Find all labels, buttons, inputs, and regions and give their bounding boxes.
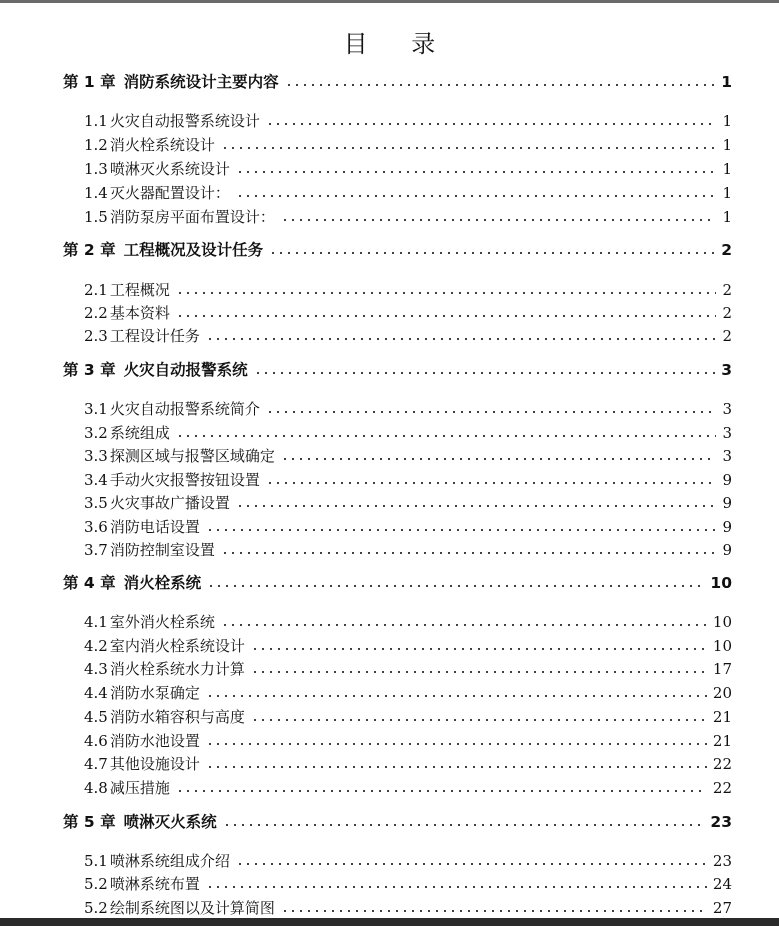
section-title: 消火栓系统设计 bbox=[109, 136, 215, 154]
dot-leader bbox=[206, 742, 707, 746]
chapter-number: 第 5 章 bbox=[63, 813, 116, 831]
section-title: 室内消火栓系统设计 bbox=[109, 637, 245, 655]
section-page-number: 20 bbox=[712, 684, 732, 702]
section-page-number: 27 bbox=[712, 899, 732, 917]
toc-chapter-entry[interactable] bbox=[63, 71, 732, 93]
section-number: 2.2 bbox=[84, 304, 108, 322]
chapter-title: 喷淋灭火系统 bbox=[123, 813, 217, 831]
section-page-number: 21 bbox=[712, 708, 732, 726]
chapter-page-number: 2 bbox=[721, 241, 732, 259]
section-title: 手动火灾报警按钮设置 bbox=[109, 471, 260, 489]
section-number: 4.7 bbox=[84, 755, 108, 773]
toc-section-entry[interactable] bbox=[84, 706, 732, 728]
section-page-number: 3 bbox=[722, 400, 732, 418]
section-page-number: 2 bbox=[722, 304, 732, 322]
section-number: 1.1 bbox=[84, 112, 108, 130]
dot-leader bbox=[281, 909, 707, 913]
toc-section-entry[interactable] bbox=[84, 158, 732, 180]
toc-section-entry[interactable] bbox=[84, 302, 732, 324]
toc-chapter-entry[interactable] bbox=[63, 572, 732, 594]
section-page-number: 9 bbox=[722, 541, 732, 559]
section-number: 1.2 bbox=[84, 136, 108, 154]
section-page-number: 23 bbox=[712, 852, 732, 870]
section-title: 减压措施 bbox=[109, 779, 170, 797]
chapter-page-number: 10 bbox=[710, 574, 732, 592]
dot-leader bbox=[176, 314, 717, 318]
toc-section-entry[interactable] bbox=[84, 134, 732, 156]
section-title: 灭火器配置设计： bbox=[109, 184, 230, 202]
dot-leader bbox=[254, 371, 716, 375]
section-title: 其他设施设计 bbox=[109, 755, 200, 773]
toc-section-entry[interactable] bbox=[84, 469, 732, 491]
section-number: 5.2 bbox=[84, 899, 108, 917]
toc-section-entry[interactable] bbox=[84, 777, 732, 799]
section-title: 绘制系统图以及计算简图 bbox=[109, 899, 275, 917]
chapter-title: 工程概况及设计任务 bbox=[123, 241, 264, 259]
section-number: 4.8 bbox=[84, 779, 108, 797]
section-title: 工程设计任务 bbox=[109, 327, 200, 345]
section-title: 系统组成 bbox=[109, 424, 170, 442]
dot-leader bbox=[206, 337, 717, 341]
section-title: 探测区域与报警区域确定 bbox=[109, 447, 275, 465]
dot-leader bbox=[206, 694, 707, 698]
dot-leader bbox=[285, 83, 716, 87]
dot-leader bbox=[281, 218, 717, 222]
dot-leader bbox=[221, 623, 707, 627]
dot-leader bbox=[236, 170, 717, 174]
section-number: 1.4 bbox=[84, 184, 108, 202]
section-page-number: 22 bbox=[712, 755, 732, 773]
section-number: 4.1 bbox=[84, 613, 108, 631]
dot-leader bbox=[223, 823, 705, 827]
toc-section-entry[interactable] bbox=[84, 325, 732, 347]
section-title: 消防水池设置 bbox=[109, 732, 200, 750]
section-number: 1.5 bbox=[84, 208, 108, 226]
toc-chapter-entry[interactable] bbox=[63, 359, 732, 381]
section-page-number: 21 bbox=[712, 732, 732, 750]
section-page-number: 10 bbox=[712, 637, 732, 655]
toc-section-entry[interactable] bbox=[84, 850, 732, 872]
toc-section-entry[interactable] bbox=[84, 445, 732, 467]
section-page-number: 9 bbox=[722, 518, 732, 536]
dot-leader bbox=[221, 551, 717, 555]
dot-leader bbox=[176, 789, 707, 793]
section-title: 消防泵房平面布置设计： bbox=[109, 208, 275, 226]
section-page-number: 9 bbox=[722, 494, 732, 512]
section-number: 5.1 bbox=[84, 852, 108, 870]
dot-leader bbox=[266, 481, 717, 485]
toc-section-entry[interactable] bbox=[84, 492, 732, 514]
toc-section-entry[interactable] bbox=[84, 873, 732, 895]
chapter-title: 消防系统设计主要内容 bbox=[123, 73, 279, 91]
section-number: 2.3 bbox=[84, 327, 108, 345]
section-number: 3.6 bbox=[84, 518, 108, 536]
section-title: 消防电话设置 bbox=[109, 518, 200, 536]
dot-leader bbox=[269, 251, 715, 255]
toc-chapter-entry[interactable] bbox=[63, 811, 732, 833]
section-number: 4.2 bbox=[84, 637, 108, 655]
dot-leader bbox=[176, 434, 717, 438]
section-page-number: 2 bbox=[722, 281, 732, 299]
section-number: 2.1 bbox=[84, 281, 108, 299]
chapter-page-number: 1 bbox=[721, 73, 732, 91]
section-title: 工程概况 bbox=[109, 281, 170, 299]
section-page-number: 1 bbox=[722, 112, 732, 130]
section-number: 3.7 bbox=[84, 541, 108, 559]
section-title: 消防控制室设置 bbox=[109, 541, 215, 559]
section-title: 室外消火栓系统 bbox=[109, 613, 215, 631]
page-title: 目 录 bbox=[343, 30, 454, 58]
section-title: 基本资料 bbox=[109, 304, 170, 322]
section-title: 火灾事故广播设置 bbox=[109, 494, 230, 512]
section-title: 喷淋系统布置 bbox=[109, 875, 200, 893]
chapter-number: 第 4 章 bbox=[63, 574, 116, 592]
section-number: 3.4 bbox=[84, 471, 108, 489]
dot-leader bbox=[266, 122, 717, 126]
dot-leader bbox=[221, 146, 717, 150]
toc-section-entry[interactable] bbox=[84, 730, 732, 752]
section-page-number: 1 bbox=[722, 184, 732, 202]
section-number: 3.2 bbox=[84, 424, 108, 442]
dot-leader bbox=[206, 885, 707, 889]
toc-section-entry[interactable] bbox=[84, 897, 732, 919]
toc-section-entry[interactable] bbox=[84, 539, 732, 561]
toc-section-entry[interactable] bbox=[84, 682, 732, 704]
section-number: 5.2 bbox=[84, 875, 108, 893]
toc-section-entry[interactable] bbox=[84, 658, 732, 680]
dot-leader bbox=[207, 584, 704, 588]
section-page-number: 1 bbox=[722, 208, 732, 226]
dot-leader bbox=[236, 194, 717, 198]
section-number: 1.3 bbox=[84, 160, 108, 178]
section-number: 3.3 bbox=[84, 447, 108, 465]
section-title: 喷淋系统组成介绍 bbox=[109, 852, 230, 870]
section-page-number: 3 bbox=[722, 447, 732, 465]
chapter-title: 火灾自动报警系统 bbox=[123, 361, 248, 379]
section-page-number: 22 bbox=[712, 779, 732, 797]
section-page-number: 10 bbox=[712, 613, 732, 631]
section-page-number: 2 bbox=[722, 327, 732, 345]
chapter-number: 第 2 章 bbox=[63, 241, 116, 259]
dot-leader bbox=[206, 528, 717, 532]
chapter-page-number: 23 bbox=[710, 813, 732, 831]
section-number: 4.5 bbox=[84, 708, 108, 726]
toc-section-entry[interactable] bbox=[84, 422, 732, 444]
dot-leader bbox=[206, 765, 707, 769]
section-title: 消火栓系统水力计算 bbox=[109, 660, 245, 678]
dot-leader bbox=[251, 647, 707, 651]
bottom-border bbox=[0, 918, 779, 926]
dot-leader bbox=[236, 504, 717, 508]
dot-leader bbox=[251, 718, 707, 722]
dot-leader bbox=[281, 457, 717, 461]
toc-section-entry[interactable] bbox=[84, 753, 732, 775]
toc-section-entry[interactable] bbox=[84, 110, 732, 132]
section-page-number: 24 bbox=[712, 875, 732, 893]
toc-chapter-entry[interactable] bbox=[63, 239, 732, 261]
section-page-number: 3 bbox=[722, 424, 732, 442]
section-title: 消防水箱容积与高度 bbox=[109, 708, 245, 726]
section-page-number: 1 bbox=[722, 160, 732, 178]
toc-section-entry[interactable] bbox=[84, 182, 732, 204]
toc-section-entry[interactable] bbox=[84, 279, 732, 301]
dot-leader bbox=[176, 291, 717, 295]
section-number: 4.6 bbox=[84, 732, 108, 750]
section-title: 喷淋灭火系统设计 bbox=[109, 160, 230, 178]
toc-section-entry[interactable] bbox=[84, 635, 732, 657]
chapter-title: 消火栓系统 bbox=[123, 574, 202, 592]
section-page-number: 1 bbox=[722, 136, 732, 154]
section-number: 3.5 bbox=[84, 494, 108, 512]
section-number: 4.3 bbox=[84, 660, 108, 678]
section-title: 火灾自动报警系统设计 bbox=[109, 112, 260, 130]
toc-section-entry[interactable] bbox=[84, 516, 732, 538]
dot-leader bbox=[251, 670, 707, 674]
section-number: 4.4 bbox=[84, 684, 108, 702]
section-title: 火灾自动报警系统简介 bbox=[109, 400, 260, 418]
toc-section-entry[interactable] bbox=[84, 611, 732, 633]
chapter-page-number: 3 bbox=[721, 361, 732, 379]
chapter-number: 第 1 章 bbox=[63, 73, 116, 91]
section-title: 消防水泵确定 bbox=[109, 684, 200, 702]
chapter-number: 第 3 章 bbox=[63, 361, 116, 379]
toc-section-entry[interactable] bbox=[84, 206, 732, 228]
section-page-number: 9 bbox=[722, 471, 732, 489]
section-page-number: 17 bbox=[712, 660, 732, 678]
dot-leader bbox=[266, 410, 717, 414]
dot-leader bbox=[236, 862, 707, 866]
section-number: 3.1 bbox=[84, 400, 108, 418]
toc-section-entry[interactable] bbox=[84, 398, 732, 420]
